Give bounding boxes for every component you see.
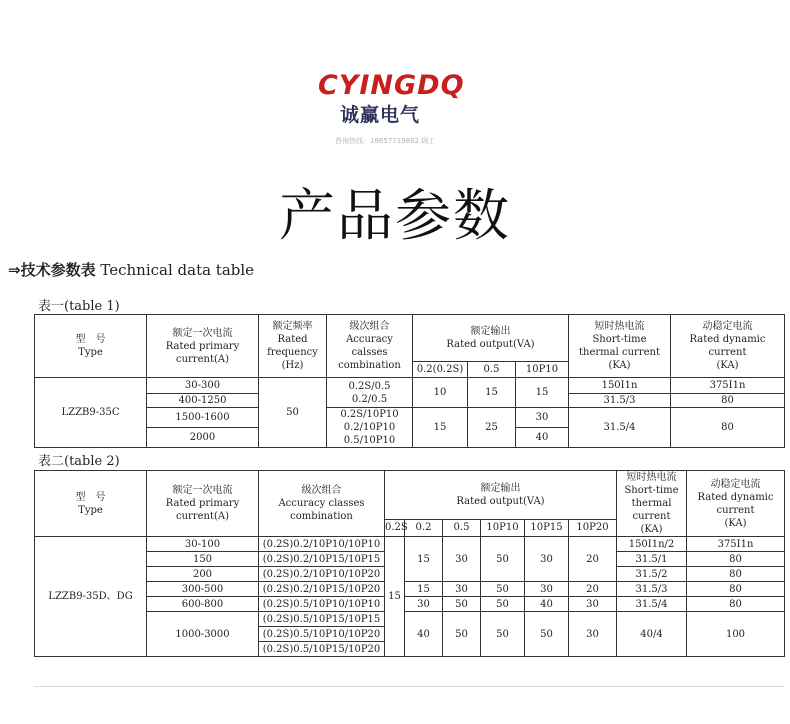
cell-value: 20	[569, 582, 617, 597]
header-dynamic: 动稳定电流 Rated dynamic current (KA)	[671, 315, 785, 378]
cell-value-02s: 15	[385, 537, 405, 657]
table2-label: 表二(table 2)	[38, 454, 120, 469]
cell-dynamic: 80	[687, 597, 785, 612]
cell-short: 31.5/3	[569, 394, 671, 408]
cell-dynamic: 80	[671, 408, 785, 448]
cell-combo: (0.2S)0.2/10P10/10P20	[259, 567, 385, 582]
cell-current: 30-100	[147, 537, 259, 552]
header-output: 额定输出 Rated output(VA)	[385, 471, 617, 520]
cell-combo: (0.2S)0.5/10P15/10P20	[259, 642, 385, 657]
header-short-time: 短时热电流 Short-time thermal current (KA)	[569, 315, 671, 378]
header-output-10p20: 10P20	[569, 519, 617, 536]
cell-value: 15	[405, 582, 443, 597]
cell-value: 30	[569, 612, 617, 657]
section-heading	[8, 259, 254, 280]
cell-current: 400-1250	[147, 394, 259, 408]
header-dynamic: 动稳定电流 Rated dynamic current (KA)	[687, 471, 785, 537]
cell-combo: (0.2S)0.5/10P10/10P20	[259, 627, 385, 642]
header-output-10p10: 10P10	[481, 519, 525, 536]
cell-short: 150I1n/2	[617, 537, 687, 552]
header-output-05: 0.5	[443, 519, 481, 536]
cell-short: 31.5/4	[617, 597, 687, 612]
cell-current: 30-300	[147, 378, 259, 394]
header-output-02s: 0.2S	[385, 519, 405, 536]
cell-value: 15	[468, 378, 516, 408]
cell-value: 15	[405, 537, 443, 582]
cell-value: 50	[443, 612, 481, 657]
header-output-10p15: 10P15	[525, 519, 569, 536]
cell-short: 40/4	[617, 612, 687, 657]
cell-combo: 0.2S/0.5 0.2/0.5	[327, 378, 413, 408]
cell-value: 25	[468, 408, 516, 448]
cell-current: 150	[147, 552, 259, 567]
cell-short: 31.5/4	[569, 408, 671, 448]
cell-short: 150I1n	[569, 378, 671, 394]
cell-current: 2000	[147, 428, 259, 448]
cell-dynamic: 375I1n	[687, 537, 785, 552]
cell-value: 30	[525, 582, 569, 597]
table1-label: 表一(table 1)	[38, 299, 120, 314]
cell-current: 300-500	[147, 582, 259, 597]
header-accuracy: 级次组合 Accuracy classes combination	[259, 471, 385, 537]
cell-value: 30	[516, 408, 569, 428]
cell-combo: (0.2S)0.5/10P15/10P15	[259, 612, 385, 627]
cell-value: 20	[569, 537, 617, 582]
cell-short: 31.5/3	[617, 582, 687, 597]
cell-type: LZZB9-35D、DG	[35, 537, 147, 657]
cell-type: LZZB9-35C	[35, 378, 147, 448]
cell-current: 600-800	[147, 597, 259, 612]
header-short-time: 短时热电流 Short-time thermal current (KA)	[617, 471, 687, 537]
logo-text: CYINGDQ	[318, 70, 465, 101]
cell-value: 50	[443, 597, 481, 612]
cell-value: 50	[481, 612, 525, 657]
header-type: 型 号 Type	[35, 315, 147, 378]
cell-combo: (0.2S)0.5/10P10/10P10	[259, 597, 385, 612]
header-output-02: 0.2	[405, 519, 443, 536]
header-output-10p10: 10P10	[516, 362, 569, 378]
cell-dynamic: 80	[687, 567, 785, 582]
section-title-cn: 技术参数表	[20, 261, 96, 279]
cell-value: 50	[481, 582, 525, 597]
cell-dynamic: 100	[687, 612, 785, 657]
cell-value: 40	[516, 428, 569, 448]
logo-cn: 诚赢电气	[340, 104, 421, 126]
cell-value: 30	[443, 537, 481, 582]
cell-combo: (0.2S)0.2/10P15/10P20	[259, 582, 385, 597]
header-frequency: 额定频率 Rated frequency (Hz)	[259, 315, 327, 378]
cell-value: 30	[443, 582, 481, 597]
header-rated-primary: 额定一次电流 Rated primary current(A)	[147, 315, 259, 378]
cell-dynamic: 80	[687, 552, 785, 567]
section-title-en: Technical data table	[100, 261, 255, 279]
cell-combo: (0.2S)0.2/10P10/10P10	[259, 537, 385, 552]
cell-current: 1000-3000	[147, 612, 259, 657]
cell-value: 50	[481, 597, 525, 612]
cell-value: 10	[413, 378, 468, 408]
cell-value: 15	[516, 378, 569, 408]
divider	[34, 686, 784, 687]
cell-short: 31.5/2	[617, 567, 687, 582]
cell-value: 30	[525, 537, 569, 582]
cell-value: 50	[481, 537, 525, 582]
table-1	[34, 314, 785, 448]
cell-current: 200	[147, 567, 259, 582]
page-title: 产品参数	[279, 184, 511, 249]
header-output-05: 0.5	[468, 362, 516, 378]
cell-value: 40	[525, 597, 569, 612]
cell-value: 15	[413, 408, 468, 448]
cell-combo: 0.2S/10P10 0.2/10P10 0.5/10P10	[327, 408, 413, 448]
arrow-icon: ⇒	[8, 261, 21, 279]
header-output-02: 0.2(0.2S)	[413, 362, 468, 378]
header-rated-primary: 额定一次电流 Rated primary current(A)	[147, 471, 259, 537]
hotline: 咨询热线：18657719882 顾工	[335, 137, 436, 145]
cell-value: 40	[405, 612, 443, 657]
brand-logo	[318, 70, 468, 100]
cell-current: 1500-1600	[147, 408, 259, 428]
header-type: 型 号 Type	[35, 471, 147, 537]
cell-short: 31.5/1	[617, 552, 687, 567]
cell-combo: (0.2S)0.2/10P15/10P15	[259, 552, 385, 567]
cell-dynamic: 80	[687, 582, 785, 597]
cell-value: 30	[569, 597, 617, 612]
table-2	[34, 470, 785, 657]
header-output: 额定输出 Rated output(VA)	[413, 315, 569, 362]
cell-value: 50	[525, 612, 569, 657]
cell-dynamic: 80	[671, 394, 785, 408]
cell-frequency: 50	[259, 378, 327, 448]
cell-value: 30	[405, 597, 443, 612]
cell-dynamic: 375I1n	[671, 378, 785, 394]
header-accuracy: 级次组合 Accuracy calsses combination	[327, 315, 413, 378]
